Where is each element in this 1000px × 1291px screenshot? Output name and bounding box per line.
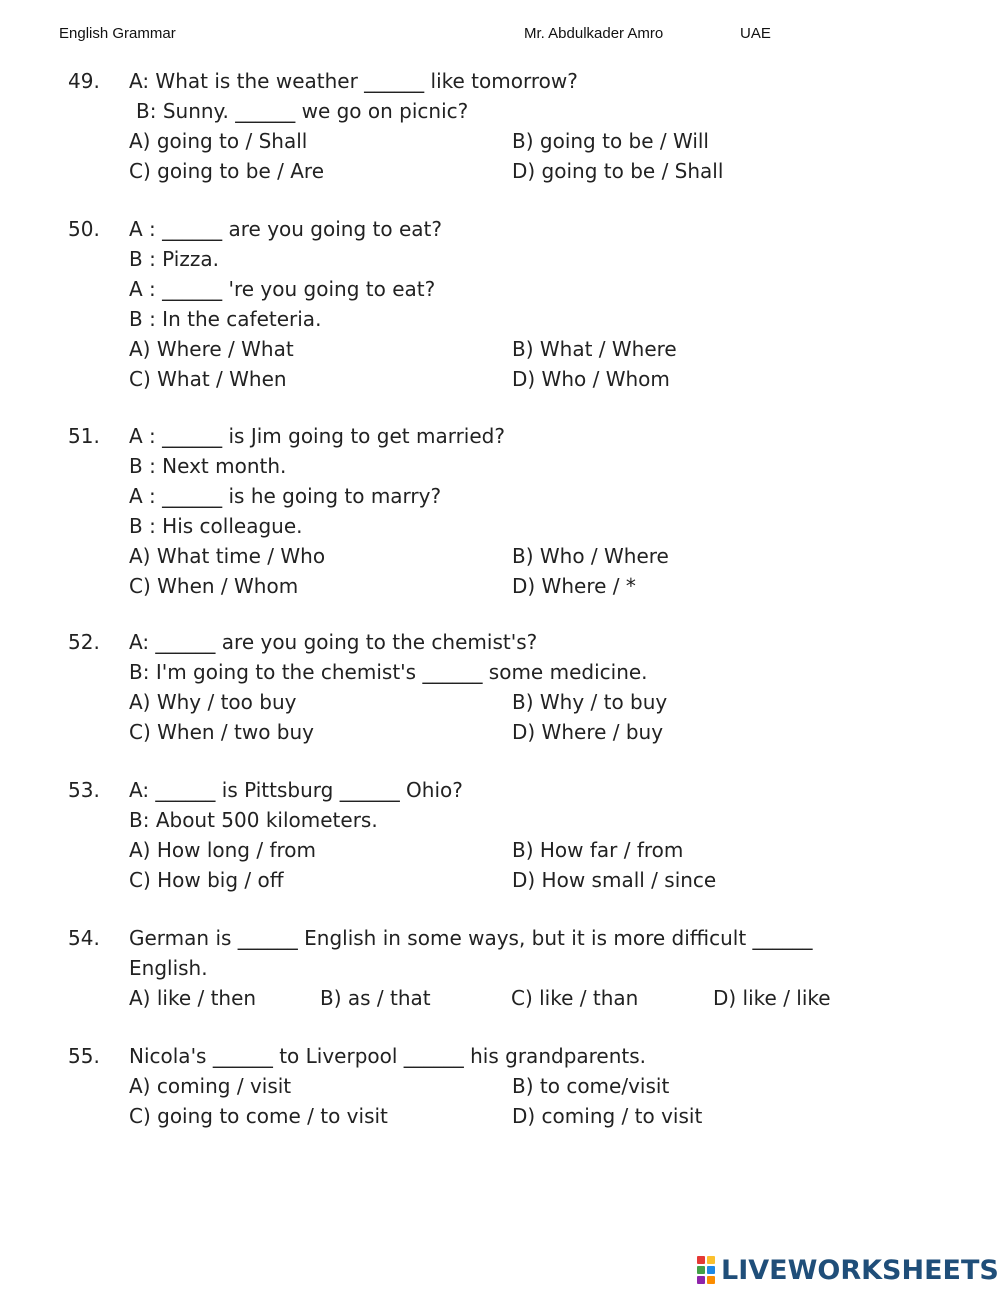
question-line: German is ______ English in some ways, but it is more difficult ______ — [129, 926, 813, 950]
option-d[interactable]: D) Where / * — [512, 574, 636, 598]
option-b[interactable]: B) to come/visit — [512, 1074, 670, 1098]
question-49 — [0, 66, 1000, 186]
question-number: 53. — [68, 778, 100, 802]
question-line: Nicola's ______ to Liverpool ______ his grandparents. — [129, 1044, 647, 1068]
option-c[interactable]: C) going to be / Are — [129, 159, 324, 183]
option-b[interactable]: B) Who / Where — [512, 544, 669, 568]
option-a[interactable]: A) like / then — [129, 986, 257, 1010]
question-number: 50. — [68, 217, 100, 241]
page-header — [0, 25, 1000, 45]
option-a[interactable]: A) going to / Shall — [129, 129, 308, 153]
logo-text: LIVEWORKSHEETS — [721, 1254, 999, 1286]
logo-square — [697, 1276, 705, 1284]
option-c[interactable]: C) When / two buy — [129, 720, 315, 744]
option-a[interactable]: A) coming / visit — [129, 1074, 292, 1098]
option-a[interactable]: A) Why / too buy — [129, 690, 297, 714]
logo-square — [697, 1266, 705, 1274]
option-b[interactable]: B) as / that — [320, 986, 431, 1010]
question-line: B: Sunny. ______ we go on picnic? — [136, 99, 469, 123]
question-line: B : Pizza. — [129, 247, 219, 271]
question-50 — [0, 214, 1000, 394]
question-line: B : Next month. — [129, 454, 287, 478]
option-c[interactable]: C) like / than — [511, 986, 639, 1010]
liveworksheets-grid-icon — [697, 1256, 715, 1284]
option-a[interactable]: A) What time / Who — [129, 544, 326, 568]
option-c[interactable]: C) going to come / to visit — [129, 1104, 388, 1128]
option-d[interactable]: D) Who / Whom — [512, 367, 670, 391]
logo-square — [697, 1256, 705, 1264]
question-52 — [0, 627, 1000, 747]
option-a[interactable]: A) Where / What — [129, 337, 294, 361]
header-country: UAE — [740, 25, 771, 42]
question-line: A: ______ are you going to the chemist's? — [129, 630, 538, 654]
option-d[interactable]: D) How small / since — [512, 868, 717, 892]
logo-square — [707, 1256, 715, 1264]
question-number: 52. — [68, 630, 100, 654]
option-b[interactable]: B) How far / from — [512, 838, 684, 862]
question-number: 55. — [68, 1044, 100, 1068]
question-line: B: I'm going to the chemist's ______ some medicine. — [129, 660, 648, 684]
question-line: A: What is the weather ______ like tomorrow? — [129, 69, 578, 93]
logo-square — [707, 1276, 715, 1284]
question-line: A : ______ is he going to marry? — [129, 484, 442, 508]
question-line: B: About 500 kilometers. — [129, 808, 378, 832]
question-number: 51. — [68, 424, 100, 448]
option-d[interactable]: D) going to be / Shall — [512, 159, 724, 183]
question-line: B : His colleague. — [129, 514, 303, 538]
question-line: English. — [129, 956, 208, 980]
question-line: B : In the cafeteria. — [129, 307, 322, 331]
option-a[interactable]: A) How long / from — [129, 838, 316, 862]
option-c[interactable]: C) When / Whom — [129, 574, 299, 598]
question-line: A : ______ is Jim going to get married? — [129, 424, 505, 448]
question-55 — [0, 1041, 1000, 1131]
question-51 — [0, 421, 1000, 601]
option-b[interactable]: B) going to be / Will — [512, 129, 709, 153]
option-b[interactable]: B) What / Where — [512, 337, 677, 361]
question-line: A : ______ are you going to eat? — [129, 217, 442, 241]
option-c[interactable]: C) What / When — [129, 367, 287, 391]
option-c[interactable]: C) How big / off — [129, 868, 284, 892]
liveworksheets-logo — [697, 1253, 999, 1287]
question-53 — [0, 775, 1000, 895]
logo-square — [707, 1266, 715, 1274]
question-line: A : ______ 're you going to eat? — [129, 277, 436, 301]
option-d[interactable]: D) Where / buy — [512, 720, 664, 744]
option-d[interactable]: D) like / like — [713, 986, 831, 1010]
question-number: 49. — [68, 69, 100, 93]
header-subject: English Grammar — [59, 25, 176, 42]
option-d[interactable]: D) coming / to visit — [512, 1104, 703, 1128]
option-b[interactable]: B) Why / to buy — [512, 690, 668, 714]
header-teacher: Mr. Abdulkader Amro — [524, 25, 664, 42]
question-line: A: ______ is Pittsburg ______ Ohio? — [129, 778, 463, 802]
question-54 — [0, 923, 1000, 1013]
question-number: 54. — [68, 926, 100, 950]
